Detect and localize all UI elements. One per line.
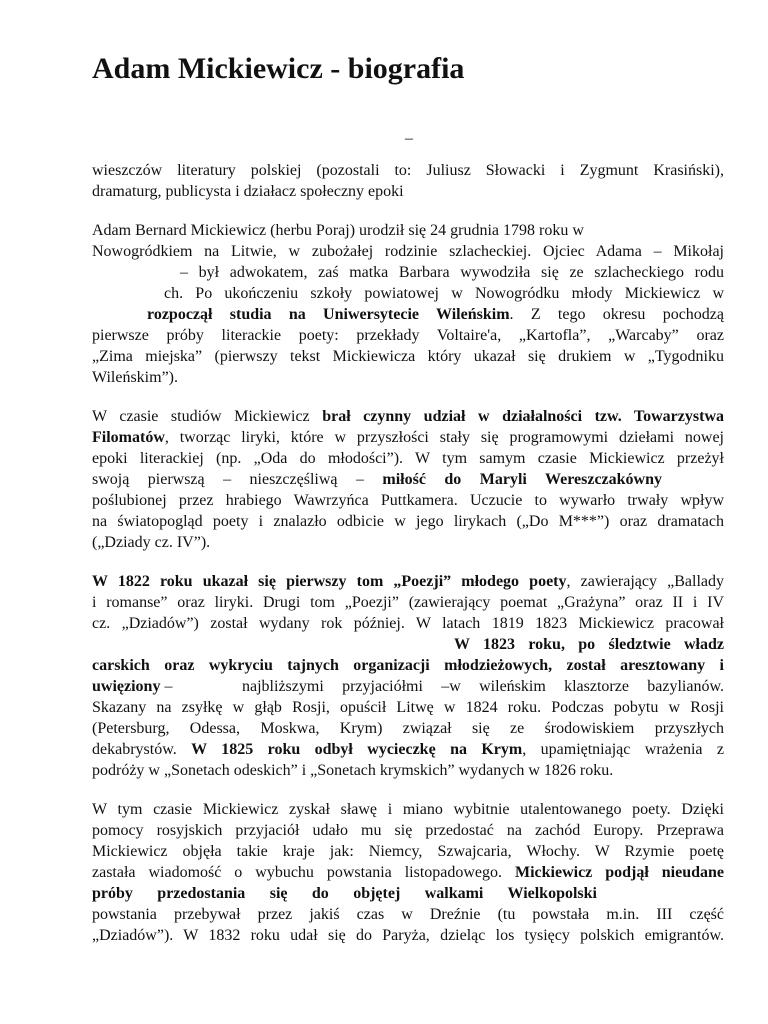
text-line: dramaturg, publicysta i działacz społeczny epoki xyxy=(92,183,404,200)
text-line: cz. „Dziadów”) został wydany rok później. W latach 1819 1823 Mickiewicz pracował xyxy=(92,615,724,632)
text-line: – był adwokatem, zaś matka Barbara wywodziła się ze szlacheckiego rodu xyxy=(180,264,724,281)
text-line: Nowogródkiem na Litwie, w zubożałej rodzinie szlacheckiej. Ojciec Adama – Mikołaj xyxy=(92,243,724,260)
text-line: Skazany na zsyłkę w głąb Rosji, opuścił Litwę w 1824 roku. Podczas pobytu w Rosji xyxy=(92,699,724,716)
text-line: próby przedostania się do objętej walkami Wielkopolski xyxy=(92,885,597,902)
text-line: W tym czasie Mickiewicz zyskał sławę i miano wybitnie utalentowanego poety. Dzięki xyxy=(92,801,724,818)
text-line: Mickiewicz objęła takie kraje jak: Niemcy, Szwajcaria, Włochy. W Rzymie poetę xyxy=(92,843,724,860)
text-line: „Dziadów”). W 1832 roku udał się do Paryża, dzieląc los tysięcy polskich emigrantów. xyxy=(92,927,724,944)
text-line: uwięziony – najbliższymi przyjaciółmi –w wileńskim klasztorze bazylianów. xyxy=(92,678,724,695)
text-line: i romanse” oraz liryki. Drugi tom „Poezji” (zawierający poemat „Grażyna” oraz II i IV xyxy=(92,594,724,611)
text-line: „Zima miejska” (pierwszy tekst Mickiewicza który ukazał się drukiem w „Tygodniku xyxy=(92,348,724,365)
text-line: na światopogląd poety i znalazło odbicie w jego lirykach („Do M***”) oraz dramatach xyxy=(92,513,724,530)
text-line: swoją pierwszą – nieszczęśliwą – miłość do Maryli Wereszczakówny xyxy=(92,471,663,488)
text-line: poślubionej przez hrabiego Wawrzyńca Puttkamera. Uczucie to wywarło trwały wpływ xyxy=(92,492,724,509)
text-line: epoki literackiej (np. „Oda do młodości”). W tym samym czasie Mickiewicz przeżył xyxy=(92,450,724,467)
text-line: rozpoczął studia na Uniwersytecie Wileńskim. Z tego okresu pochodzą xyxy=(147,306,725,323)
text-line: W 1823 roku, po śledztwie władz xyxy=(454,636,724,653)
text-line: carskich oraz wykryciu tajnych organizacji młodzieżowych, został aresztowany i xyxy=(92,657,724,674)
text-line: wieszczów literatury polskiej (pozostali to: Juliusz Słowacki i Zygmunt Krasiński), xyxy=(92,162,724,179)
text-line: (Petersburg, Odessa, Moskwa, Krym) związał się ze środowiskiem przyszłych xyxy=(92,720,724,737)
text-line: zastała wiadomość o wybuchu powstania listopadowego. Mickiewicz podjął nieudane xyxy=(92,864,725,881)
text-line: Adam Bernard Mickiewicz (herbu Poraj) urodził się 24 grudnia 1798 roku w xyxy=(92,222,584,239)
text-line: W 1822 roku ukazał się pierwszy tom „Poezji” młodego poety, zawierający „Ballady xyxy=(92,573,724,590)
text-line: W czasie studiów Mickiewicz brał czynny udział w działalności tzw. Towarzystwa xyxy=(92,408,724,425)
text-line: pomocy rosyjskich przyjaciół udało mu się przedostać na zachód Europy. Przeprawa xyxy=(92,822,724,839)
text-line: powstania przebywał przez jakiś czas w Dreźnie (tu powstała m.in. III część xyxy=(92,906,724,923)
text-line: („Dziady cz. IV”). xyxy=(92,534,211,551)
text-line: ch. Po ukończeniu szkoły powiatowej w Nowogródku młody Mickiewicz w xyxy=(164,285,724,302)
document-title: Adam Mickiewicz - biografia xyxy=(92,52,465,85)
text-line: pierwsze próby literackie poety: przekłady Voltaire'a, „Kartofla”, „Warcaby” oraz xyxy=(92,327,724,344)
text-line: Wileńskim”). xyxy=(92,369,178,386)
text-line: Filomatów, tworząc liryki, które w przyszłości stały się programowymi dziełami nowej xyxy=(92,429,724,446)
dash: – xyxy=(405,130,413,147)
text-line: dekabrystów. W 1825 roku odbył wycieczkę na Krym, upamiętniając wrażenia z xyxy=(92,741,725,758)
text-line: podróży w „Sonetach odeskich” i „Sonetach krymskich” wydanych w 1826 roku. xyxy=(92,762,614,779)
